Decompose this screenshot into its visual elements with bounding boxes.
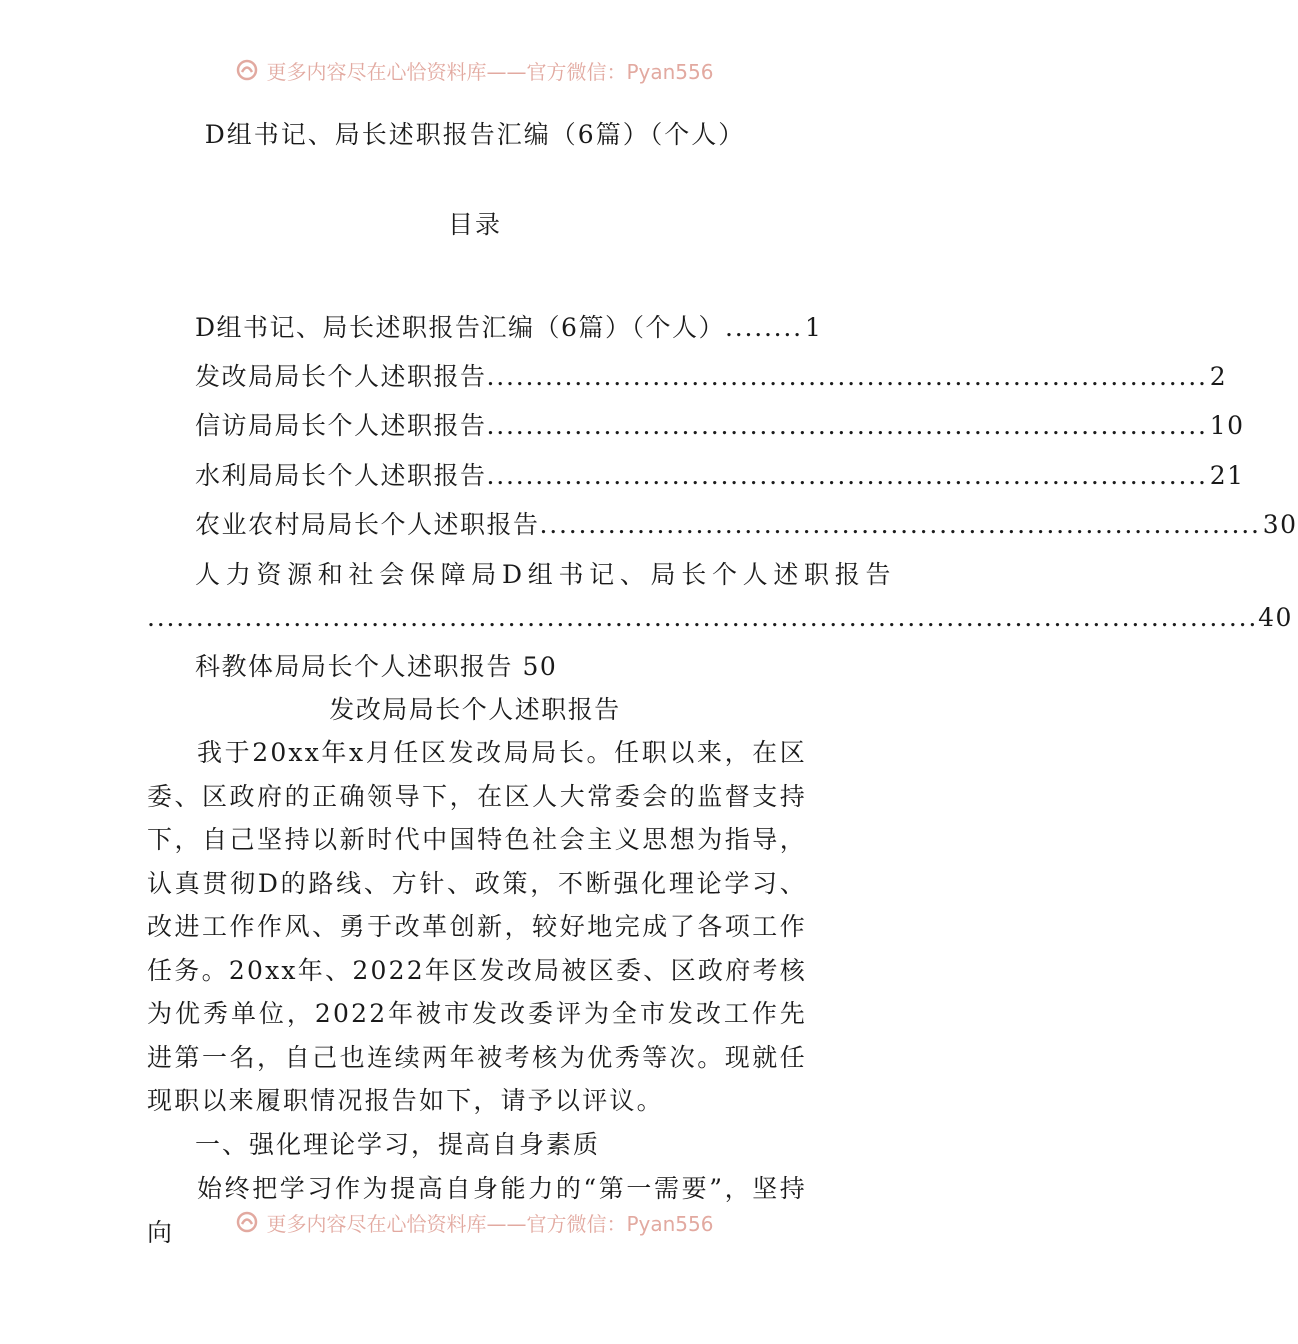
toc-heading: 目录 xyxy=(447,210,502,239)
section-subheading: 一、强化理论学习，提高自身素质 xyxy=(195,1130,601,1159)
toc-item-wrapped-label[interactable]: 人力资源和社会保障局D组书记、局长个人述职报告 xyxy=(195,560,897,589)
logo-icon xyxy=(236,1211,258,1233)
toc-page-number: 30 xyxy=(1262,510,1298,539)
toc-leader: .......................................................................... xyxy=(486,461,1208,490)
toc-page-number: 10 xyxy=(1209,411,1245,440)
watermark-text: 更多内容尽在心恰资料库——官方微信：Pyan556 xyxy=(266,59,714,84)
toc-leader: .......................................................................... xyxy=(539,510,1261,539)
toc-page-number: 40 xyxy=(1258,603,1293,632)
toc-page-number: 21 xyxy=(1209,461,1245,490)
toc-item[interactable] xyxy=(195,456,1245,492)
toc-item[interactable] xyxy=(195,406,1245,442)
toc-item[interactable] xyxy=(195,357,1228,393)
section-title: 发改局局长个人述职报告 xyxy=(329,695,621,724)
toc-item[interactable] xyxy=(195,308,823,344)
watermark-top xyxy=(0,58,950,82)
toc-leader: ........ xyxy=(724,313,803,342)
body-paragraph: 始终把学习作为提高自身能力的“第一需要”，坚持向 xyxy=(147,1174,807,1247)
watermark-text: 更多内容尽在心恰资料库——官方微信：Pyan556 xyxy=(266,1211,714,1236)
watermark-bottom xyxy=(0,1210,950,1234)
document-title: D组书记、局长述职报告汇编（6篇）（个人） xyxy=(204,120,746,149)
toc-item-label: 信访局局长个人述职报告 xyxy=(195,411,487,440)
toc-page-number: 1 xyxy=(804,313,823,342)
toc-leader: .......................................................................... xyxy=(486,362,1208,391)
toc-item[interactable] xyxy=(195,505,1298,541)
toc-item-label: 农业农村局局长个人述职报告 xyxy=(195,510,540,539)
toc-item-last[interactable]: 科教体局局长个人述职报告 50 xyxy=(195,652,558,681)
logo-icon xyxy=(236,59,258,81)
toc-page-number: 2 xyxy=(1209,362,1228,391)
toc-item-label: D组书记、局长述职报告汇编（6篇）（个人） xyxy=(195,313,725,342)
toc-leader: .................................................................................................................. xyxy=(147,603,1259,632)
toc-item-label: 发改局局长个人述职报告 xyxy=(195,362,487,391)
toc-item-label: 水利局局长个人述职报告 xyxy=(195,461,487,490)
body-paragraph: 我于20xx年x月任区发改局局长。任职以来，在区委、区政府的正确领导下，在区人大常委会的监督支持下，自己坚持以新时代中国特色社会主义思想为指导，认真贯彻D的路线、方针、政策，不断强化理论学习、改进工作作风、勇于改革创新，较好地完成了各项工作任务。20xx年、2022年区发改局被区委、区政府考核为优秀单位，2022年被市发改委评为全市发改工作先进第一名，自己也连续两年被考核为优秀等次。现就任现职以来履职情况报告如下，请予以评议。 xyxy=(147,738,807,1115)
toc-leader: .......................................................................... xyxy=(486,411,1208,440)
toc-item-wrapped-leader[interactable] xyxy=(147,603,1293,632)
